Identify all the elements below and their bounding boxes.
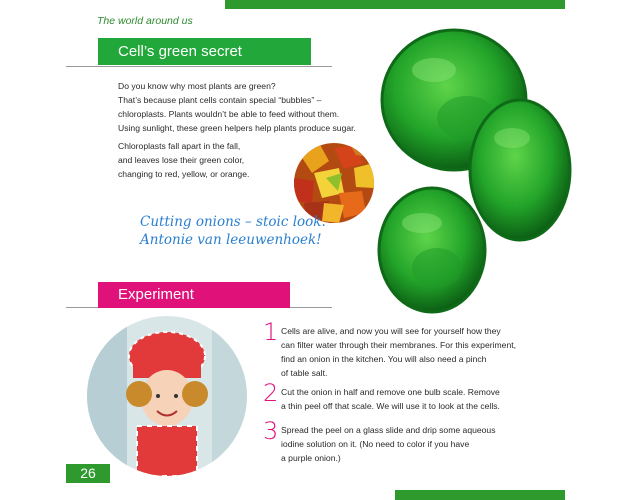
- step-number: 2: [263, 379, 279, 407]
- step-line: find an onion in the kitchen. You will also need a pinch: [281, 354, 487, 364]
- step-line: Spread the peel on a glass slide and drip some aqueous: [281, 425, 496, 435]
- fall-line: changing to red, yellow, or orange.: [118, 169, 250, 179]
- autumn-leaves-image: [294, 143, 374, 223]
- title-underline: [66, 66, 332, 67]
- step-line: Cut the onion in half and remove one bulb scale. Remove: [281, 387, 500, 397]
- bottom-accent-bar: [395, 490, 565, 500]
- fall-line: Chloroplasts fall apart in the fall,: [118, 141, 241, 151]
- intro-line: Using sunlight, these green helpers help plants produce sugar.: [118, 123, 356, 133]
- quote-line: Cutting onions – stoic look.: [140, 214, 326, 230]
- experiment-title: Experiment: [98, 282, 290, 308]
- fall-line: and leaves lose their green color,: [118, 155, 245, 165]
- step-number: 3: [263, 417, 279, 445]
- step-line: a thin peel off that scale. We will use it to look at the cells.: [281, 401, 500, 411]
- page-title: Cell’s green secret: [98, 38, 311, 65]
- step-text: [281, 324, 516, 380]
- fall-paragraph: [118, 139, 249, 181]
- intro-line: That’s because plant cells contain special “bubbles” –: [118, 95, 322, 105]
- step-line: can filter water through their membranes. For this experiment,: [281, 340, 516, 350]
- intro-line: Do you know why most plants are green?: [118, 81, 276, 91]
- handwritten-quote: [140, 213, 326, 249]
- intro-paragraph: [118, 79, 356, 135]
- step-line: Cells are alive, and now you will see for yourself how they: [281, 326, 501, 336]
- step-text: [281, 385, 500, 413]
- section-label: The world around us: [97, 15, 193, 27]
- step-line: iodine solution on it. (No need to color if you have: [281, 439, 470, 449]
- page-number: 26: [66, 464, 110, 483]
- chloroplast-cells-illustration: [372, 18, 572, 318]
- girl-with-onions-photo: [87, 316, 247, 476]
- step-line: a purple onion.): [281, 453, 341, 463]
- top-accent-bar: [225, 0, 565, 9]
- step-number: 1: [263, 318, 279, 346]
- step-line: of table salt.: [281, 368, 328, 378]
- intro-line: chloroplasts. Plants wouldn’t be able to feed without them.: [118, 109, 340, 119]
- step-text: [281, 423, 496, 465]
- quote-line: Antonie van leeuwenhoek!: [140, 232, 322, 248]
